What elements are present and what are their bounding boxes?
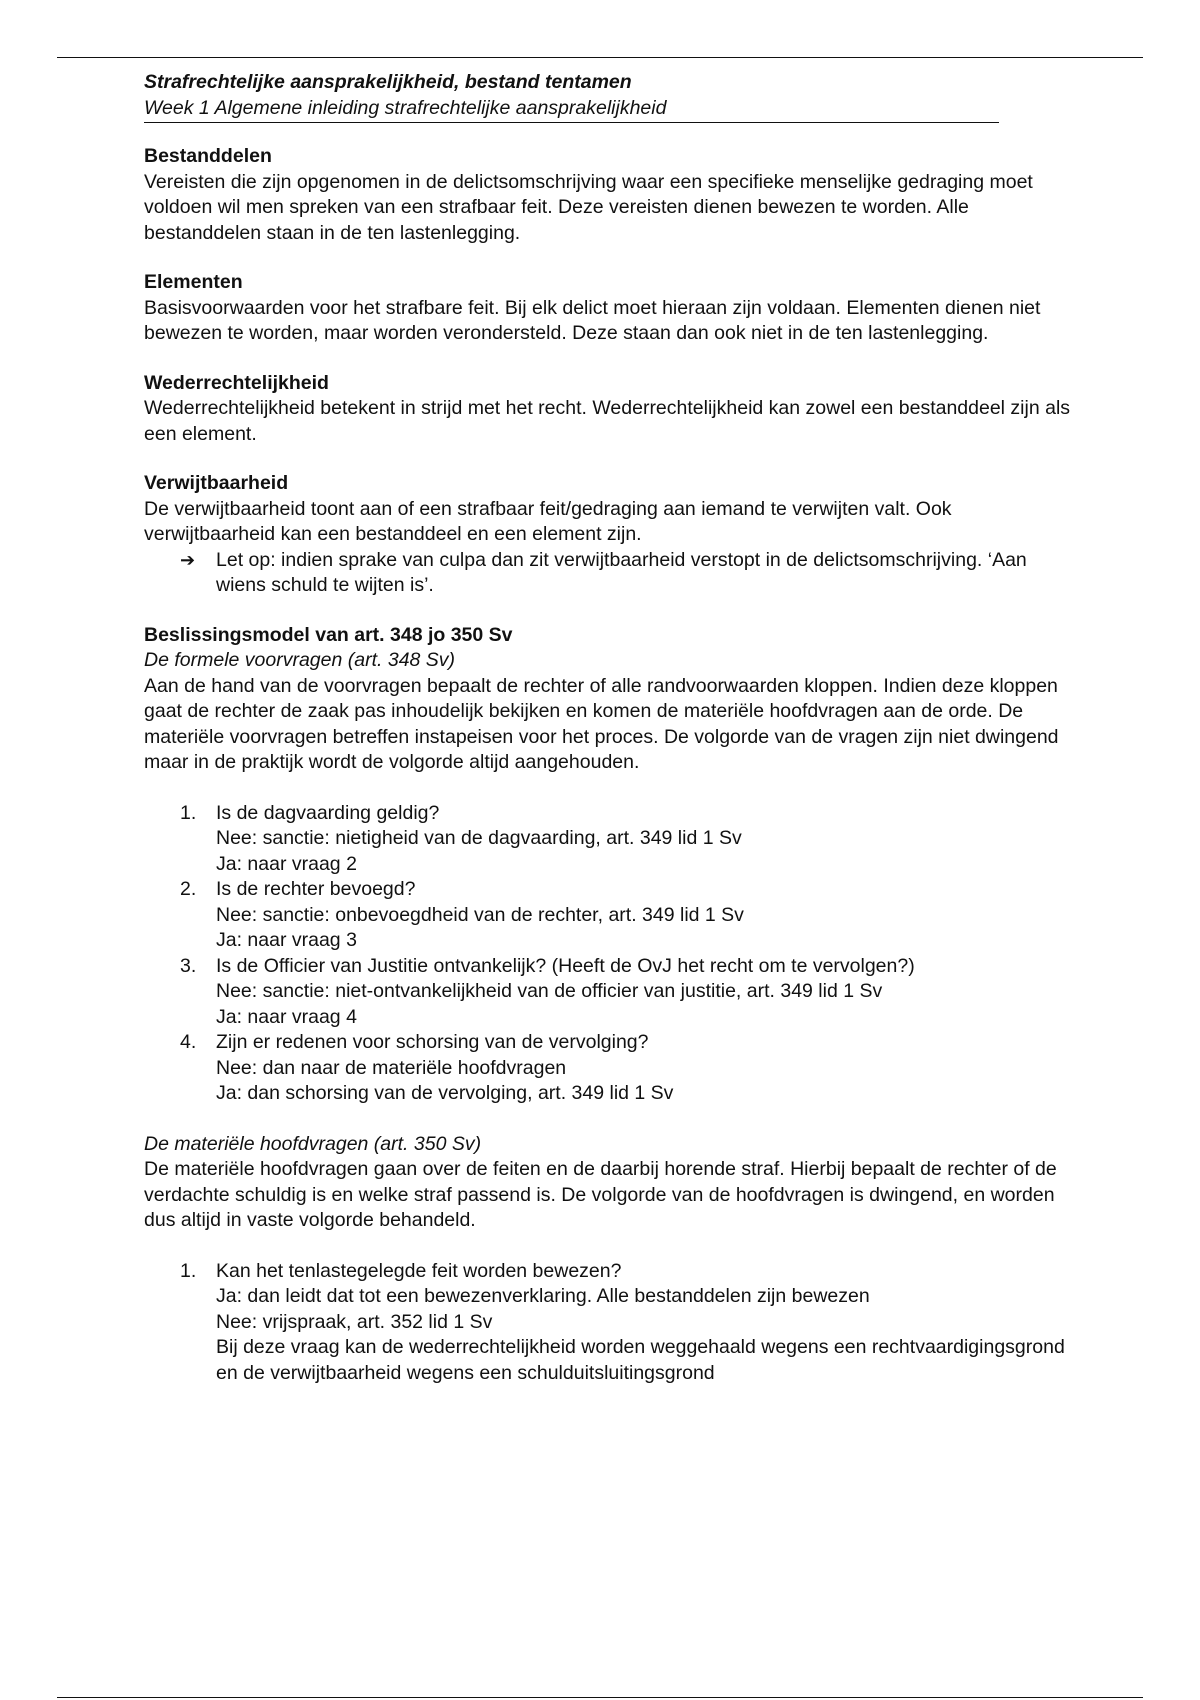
list-line: Nee: sanctie: nietigheid van de dagvaarding, art. 349 lid 1 Sv xyxy=(216,827,742,849)
list-item-body xyxy=(216,954,915,1031)
list-number: 3. xyxy=(180,954,197,977)
list-line: Ja: dan schorsing van de vervolging, art. 349 lid 1 Sv xyxy=(216,1082,674,1104)
section-heading: Verwijtbaarheid xyxy=(144,472,289,494)
arrow-note xyxy=(180,548,1074,599)
section-text: Aan de hand van de voorvragen bepaalt de rechter of alle randvoorwaarden kloppen. Indien deze kloppen gaat de rechter de zaak pas inhoudelijk bekijken en komen de materiële hoofdvragen aan de orde. De materiële voorvragen betreffen instapeisen voor het proces. De volgorde van de vragen zijn niet dwingend maar in de praktijk wordt de volgorde altijd aangehouden. xyxy=(144,674,1059,773)
list-item xyxy=(180,954,1074,1031)
section-verwijtbaarheid xyxy=(144,471,1074,599)
section-text: De materiële hoofdvragen gaan over de feiten en de daarbij horende straf. Hierbij bepaalt de rechter of de verdachte schuldig is en welke straf passend is. De volgorde van de hoofdvragen is dwingend, en worden dus altijd in vaste volgorde behandeld. xyxy=(144,1158,1057,1231)
list-item-body xyxy=(216,801,742,878)
section-elementen xyxy=(144,270,1074,347)
formele-voorvragen-list xyxy=(144,801,1074,1107)
list-line: Is de dagvaarding geldig? xyxy=(216,801,440,824)
section-text: De verwijtbaarheid toont aan of een strafbaar feit/gedraging aan iemand te verwijten valt. Ook verwijtbaarheid kan een bestanddeel en een element zijn. xyxy=(144,497,952,545)
list-number: 2. xyxy=(180,878,197,900)
list-line: Is de Officier van Justitie ontvankelijk? (Heeft de OvJ het recht om te vervolgen?) xyxy=(216,954,915,977)
section-beslissingsmodel xyxy=(144,623,1074,1387)
list-item xyxy=(180,877,1074,954)
list-line: Nee: vrijspraak, art. 352 lid 1 Sv xyxy=(216,1310,493,1333)
list-line: Nee: sanctie: onbevoegdheid van de rechter, art. 349 lid 1 Sv xyxy=(216,903,744,926)
arrow-note-text: Let op: indien sprake van culpa dan zit verwijtbaarheid verstopt in de delictsomschrijving. ‘Aan wiens schuld te wijten is’. xyxy=(216,548,1027,596)
section-text: Wederrechtelijkheid betekent in strijd met het recht. Wederrechtelijkheid kan zowel een bestanddeel zijn als een element. xyxy=(144,397,1071,445)
materiele-hoofdvragen-list xyxy=(144,1259,1074,1387)
list-item-body xyxy=(216,1259,1074,1387)
section-bestanddelen xyxy=(144,144,1074,246)
subsection-materiele-hoofdvragen xyxy=(144,1132,1074,1387)
list-line: Bij deze vraag kan de wederrechtelijkheid worden weggehaald wegens een rechtvaardigingsgrond en de verwijtbaarheid wegens een schulduitsluitingsgrond xyxy=(216,1336,1065,1384)
document-body xyxy=(144,70,1074,1386)
list-number: 4. xyxy=(180,1031,197,1053)
section-text: Vereisten die zijn opgenomen in de delictsomschrijving waar een specifieke menselijke gedraging moet voldoen wil men spreken van een strafbaar feit. Deze vereisten dienen bewezen te worden. Alle bestanddelen staan in de ten lastenlegging. xyxy=(144,170,1033,244)
section-wederrechtelijkheid xyxy=(144,371,1074,448)
list-line: Zijn er redenen voor schorsing van de vervolging? xyxy=(216,1031,649,1053)
section-heading: Bestanddelen xyxy=(144,145,272,167)
list-line: Nee: sanctie: niet-ontvankelijkheid van de officier van justitie, art. 349 lid 1 Sv xyxy=(216,980,883,1002)
list-item xyxy=(180,1259,1074,1387)
list-item xyxy=(180,801,1074,878)
list-line: Ja: naar vraag 4 xyxy=(216,1005,357,1028)
week-heading: Week 1 Algemene inleiding strafrechtelijke aansprakelijkheid xyxy=(144,96,999,124)
list-line: Is de rechter bevoegd? xyxy=(216,878,416,900)
list-number: 1. xyxy=(180,801,197,824)
subheading-formele-voorvragen: De formele voorvragen (art. 348 Sv) xyxy=(144,649,456,671)
section-heading: Elementen xyxy=(144,271,243,293)
document-title: Strafrechtelijke aansprakelijkheid, bestand tentamen xyxy=(144,71,632,93)
section-text: Basisvoorwaarden voor het strafbare feit. Bij elk delict moet hieraan zijn voldaan. Elementen dienen niet bewezen te worden, maar worden verondersteld. Deze staan dan ook niet in de ten lastenlegging. xyxy=(144,296,1041,344)
list-item-body xyxy=(216,1030,673,1107)
section-heading: Wederrechtelijkheid xyxy=(144,371,329,394)
list-line: Ja: dan leidt dat tot een bewezenverklaring. Alle bestanddelen zijn bewezen xyxy=(216,1285,870,1307)
arrow-right-icon: ➔ xyxy=(180,549,196,570)
list-line: Nee: dan naar de materiële hoofdvragen xyxy=(216,1056,567,1079)
footer-rule xyxy=(57,1697,1143,1698)
list-line: Ja: naar vraag 2 xyxy=(216,852,357,875)
list-line: Ja: naar vraag 3 xyxy=(216,929,357,951)
list-item-body xyxy=(216,877,744,954)
section-heading: Beslissingsmodel van art. 348 jo 350 Sv xyxy=(144,623,513,646)
list-item xyxy=(180,1030,1074,1107)
subheading-materiele-hoofdvragen: De materiële hoofdvragen (art. 350 Sv) xyxy=(144,1132,482,1155)
list-number: 1. xyxy=(180,1259,197,1282)
header-rule xyxy=(57,57,1143,58)
list-line: Kan het tenlastegelegde feit worden bewezen? xyxy=(216,1259,622,1282)
